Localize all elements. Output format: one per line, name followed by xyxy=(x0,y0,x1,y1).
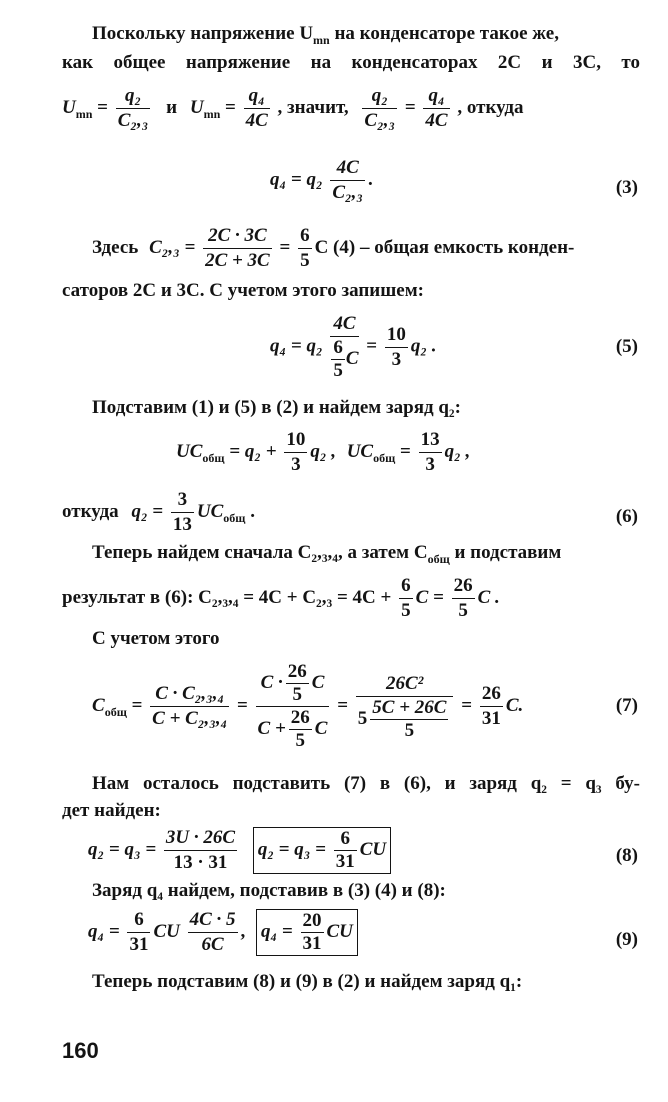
fraction: $\frac{3U \cdot 26C}{13 \cdot 31}$ xyxy=(165,827,236,873)
equation-number: (6) xyxy=(615,506,638,527)
equation-number: (3) xyxy=(615,177,638,198)
fraction: $\frac{6}{31}$ xyxy=(129,909,149,955)
fraction: C · $\frac{26}{5}$ C C + $\frac{26}{5}$ C xyxy=(257,661,328,751)
equation-uc: $UC_{общ} = q_2$ + $\frac{10}{3}$ q₂ , $UC_{общ}$ = $\frac{13}{3}$ q₂ , xyxy=(176,429,471,475)
text-line: Заряд q₄ найдем, подставив в (3) (4) и (8): xyxy=(92,880,446,901)
fraction: $\frac{20}{31}$ xyxy=(302,910,322,954)
fraction: $\frac{\text{q₄}}{4C}$ xyxy=(245,85,268,131)
text-line: Теперь подставим (8) и (9) в (2) и найдем заряд q₁: xyxy=(92,971,523,992)
equation-5: q₄ = q₂ 4C $\frac{6}{5}$ C = $\frac{10}{3}$ q₂ . xyxy=(270,313,437,381)
fraction: 26C² 5 $\frac{5C + 26C}{5}$ xyxy=(356,672,454,742)
fraction: $\frac{6}{5}$ xyxy=(300,225,310,271)
equation-3: q₄ = q₂ $\frac{4C}{\text{C₂,₃}}$ . xyxy=(270,157,373,203)
text-line: Подставим (1) и (5) в (2) и найдем заряд q₂: xyxy=(92,397,461,418)
text-line: дет найден: xyxy=(62,800,161,821)
fraction: $\frac{4C \cdot 5}{6C}$ xyxy=(189,909,236,955)
text-line: Теперь найдем сначала C₂,₃,₄, а затем $C_{общ}$ и подставим xyxy=(92,542,562,566)
equation-number: (5) xyxy=(615,336,638,357)
equation-8: q₂ = q₃ = $\frac{3U \cdot 26C}{13 \cdot 31}$ q₂ = q₃ = $\frac{6}{31}$ CU xyxy=(88,826,391,875)
equation-number: (8) xyxy=(615,845,638,866)
fraction: $\frac{3}{13}$ xyxy=(172,489,192,535)
fraction: $\frac{6}{5}$ xyxy=(401,575,411,621)
fraction: $\frac{13}{3}$ xyxy=(420,429,440,475)
page-number: 160 xyxy=(62,1038,99,1063)
equation-9: q₄ = $\frac{6}{31}$ CU $\frac{4C \cdot 5}{6C}$ , q₄ = $\frac{20}{31}$ CU xyxy=(88,908,358,957)
fraction: $\frac{10}{3}$ xyxy=(286,429,306,475)
fraction: $\frac{\text{q₂}}{\text{C₂,₃}}$ xyxy=(364,85,396,131)
text-line: Поскольку напряжение $U_{mn}$ на конденсаторе такое же, xyxy=(92,23,559,47)
fraction: $\frac{\text{q₄}}{4C}$ xyxy=(425,85,448,131)
text-line: Нам осталось подставить (7) в (6), и заряд q₂ = q₃ бу- xyxy=(92,773,640,794)
equation-number: (9) xyxy=(615,929,638,950)
fraction: $\frac{6}{31}$ xyxy=(335,828,355,872)
fraction: $\frac{10}{3}$ xyxy=(386,323,406,370)
equation-umn: $U_{mn}$ = $\frac{\text{q₂}}{\text{C₂,₃}}$ и $U_{mn}$ = $\frac{\text{q₄}}{4C}$ , значит, $\frac{\text{q₂}}{\text{C₂,₃}}$ = $\frac{\text{q₄}}{4C}$ , откуда xyxy=(62,85,524,131)
equation-number: (7) xyxy=(615,695,638,716)
fraction: $\frac{\text{C · C₂,₃,₄}}{\text{C + C₂,₃,₄}}$ xyxy=(152,683,228,729)
boxed-result: q₄ = $\frac{20}{31}$ CU xyxy=(256,909,358,956)
fraction: $\frac{26}{31}$ xyxy=(481,683,501,729)
fraction: $\frac{26}{5}$ xyxy=(453,575,473,621)
fraction: $\frac{2C \cdot 3C}{2C + 3C}$ xyxy=(205,225,270,271)
equation-c234: результат в (6): C₂,₃,₄ = 4C + C₂,₃ = 4C + $\frac{6}{5}$ C = $\frac{26}{5}$ C . xyxy=(62,575,500,621)
equation-c23: Здесь C₂,₃ = $\frac{2C \cdot 3C}{2C + 3C}$ = $\frac{6}{5}$ C (4) – общая емкость конден- xyxy=(92,225,575,271)
fraction: 4C $\frac{6}{5}$ C xyxy=(330,312,358,382)
text-line: С учетом этого xyxy=(92,628,220,649)
boxed-result: q₂ = q₃ = $\frac{6}{31}$ CU xyxy=(253,827,391,874)
equation-6: откуда q₂ = $\frac{3}{13}$ $UC_{общ}$ . xyxy=(62,489,255,535)
fraction: $\frac{4C}{\text{C₂,₃}}$ xyxy=(332,157,363,203)
text-line: саторов 2C и 3C. С учетом этого запишем: xyxy=(62,280,425,301)
equation-7: $C_{общ}$ = $\frac{\text{C · C₂,₃,₄}}{\text{C + C₂,₃,₄}}$ = C · $\frac{26}{5}$ C C + $\frac{26}{5}$ C = 26C² 5 $\frac{5C + 26C}{5}$ = $\frac{26}{31}$ C. xyxy=(92,661,524,751)
text-line: как общее напряжение на конденсаторах 2C и 3C, то xyxy=(62,52,640,73)
fraction: $\frac{\text{q₂}}{\text{C₂,₃}}$ xyxy=(117,85,149,131)
